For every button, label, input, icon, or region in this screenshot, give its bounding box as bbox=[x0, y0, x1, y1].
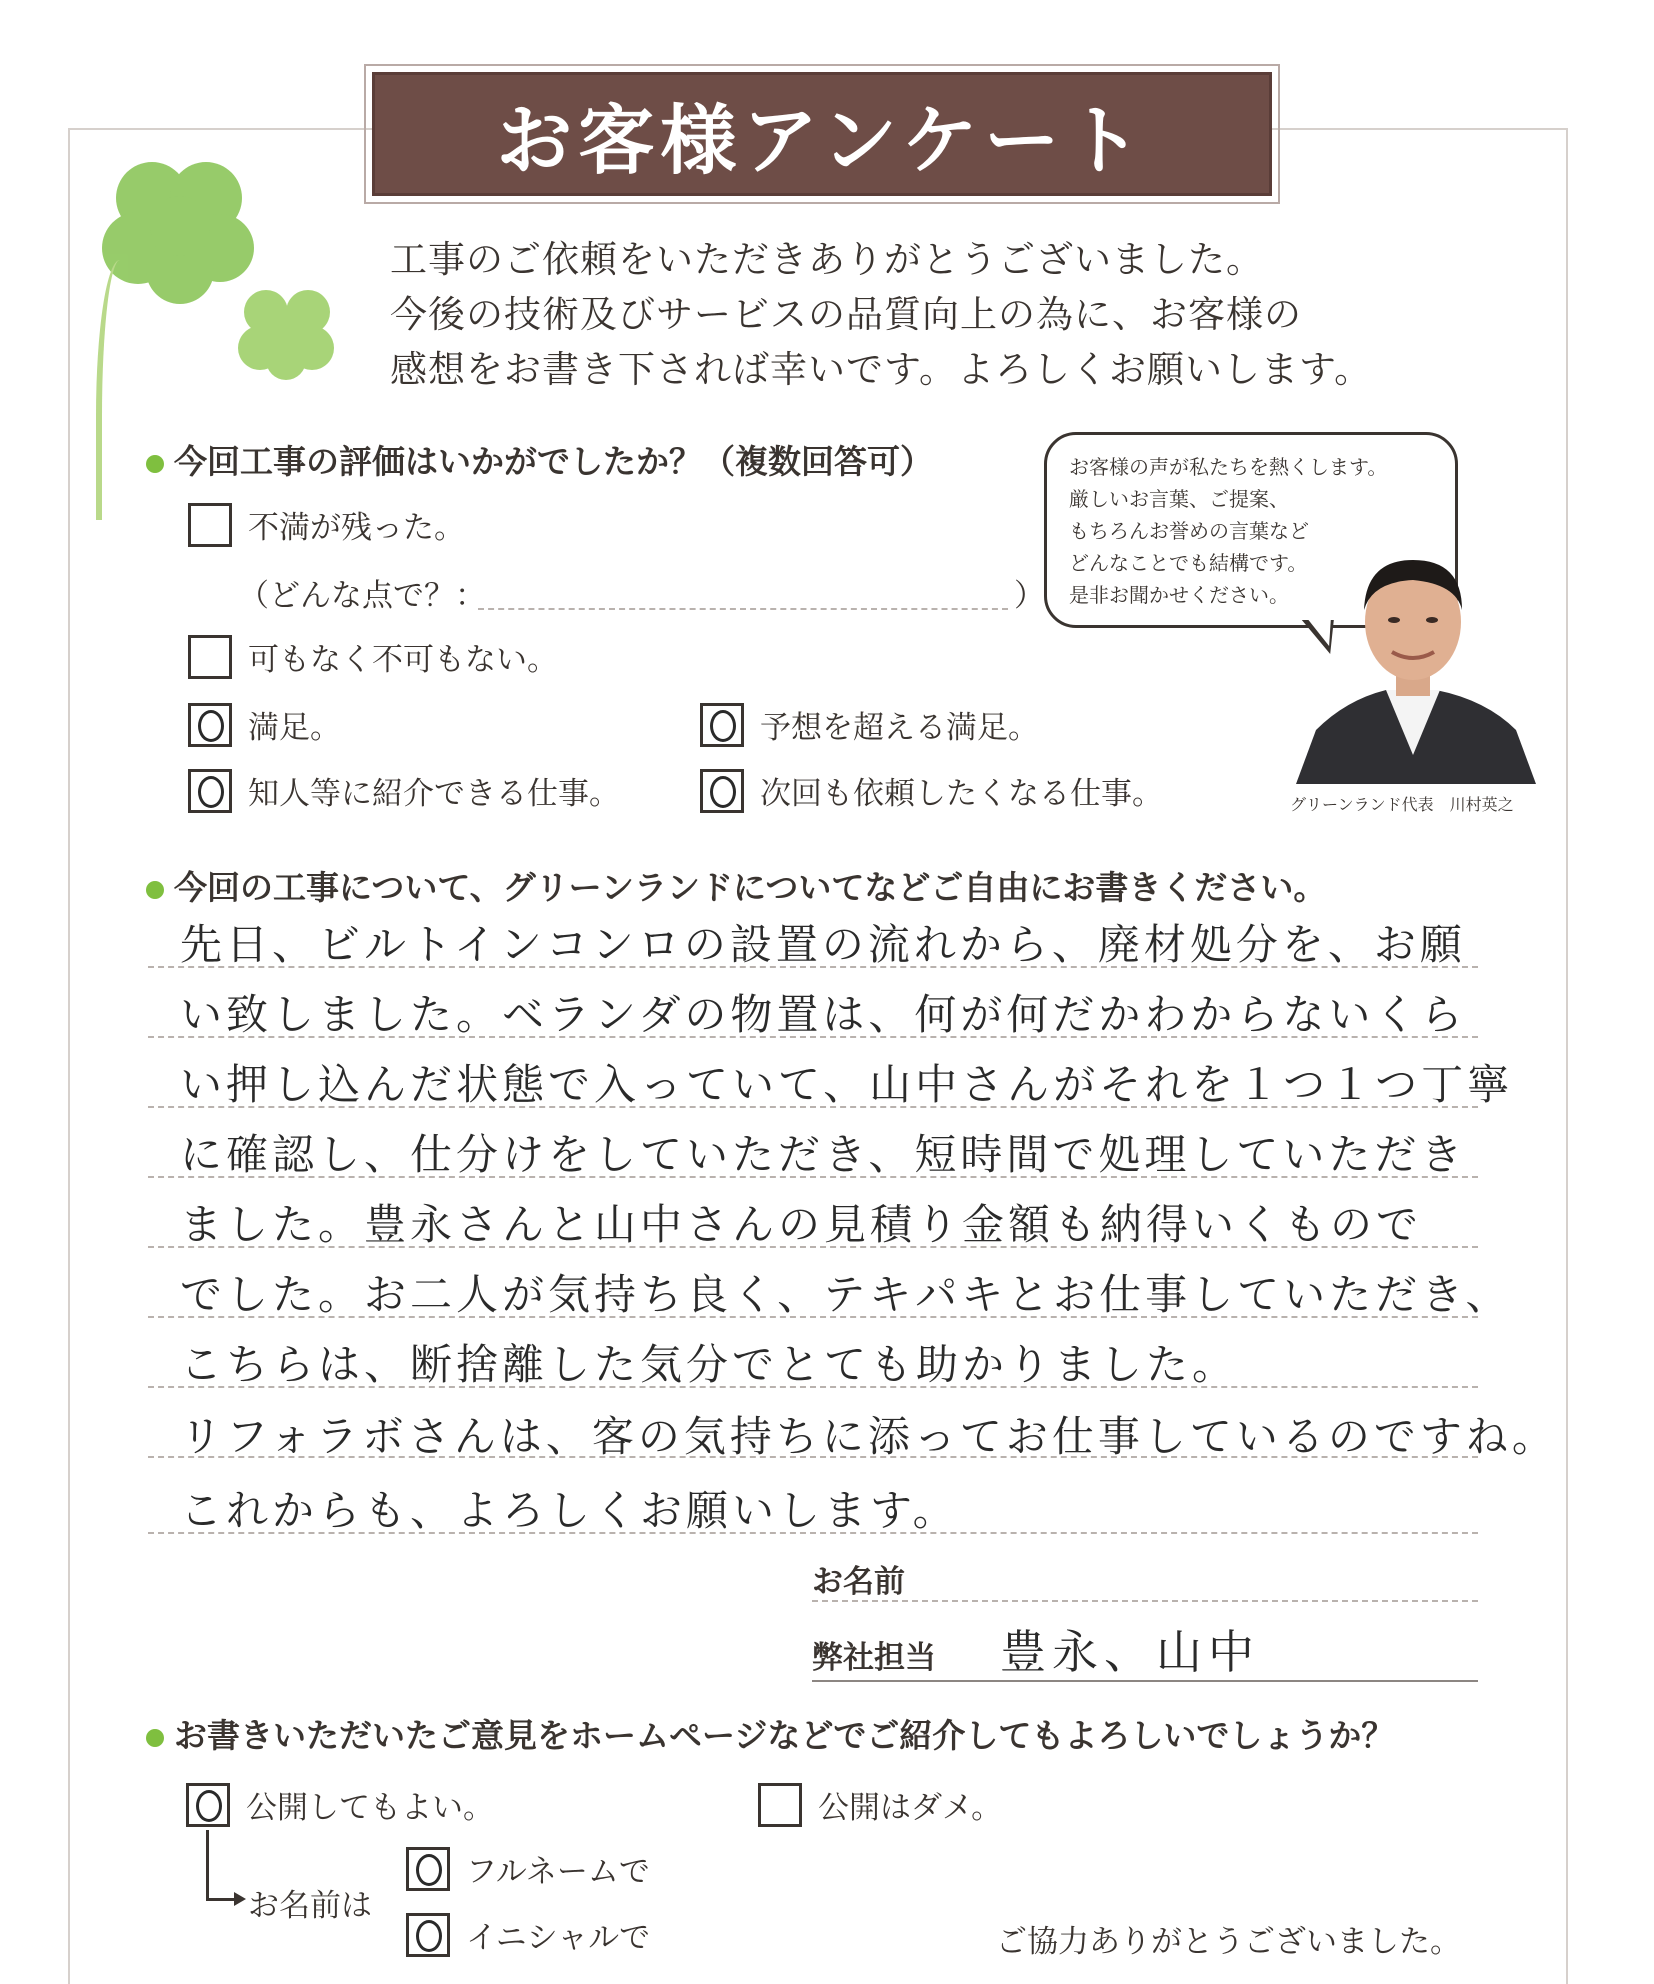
circle-mark-icon bbox=[198, 776, 224, 808]
close-paren: ） bbox=[1014, 578, 1045, 614]
handwritten-line: に確認し、仕分けをしていただき、短時間で処理していただき bbox=[180, 1130, 1467, 1179]
circle-mark-icon bbox=[416, 1920, 442, 1952]
option-fullname[interactable] bbox=[406, 1846, 650, 1891]
intro-line: 今後の技術及びサービスの品質向上の為に、お客様の bbox=[390, 293, 1302, 336]
option-initial[interactable] bbox=[406, 1912, 650, 1957]
portrait-caption: グリーンランド代表 川村英之 bbox=[1290, 795, 1514, 814]
staff-value: 豊永、山中 bbox=[1000, 1625, 1260, 1679]
checkbox-public-ng[interactable] bbox=[758, 1783, 802, 1827]
option-public-ng[interactable] bbox=[758, 1782, 1002, 1827]
checkbox-dissatisfied[interactable] bbox=[188, 503, 232, 547]
checkbox-fullname[interactable] bbox=[406, 1847, 450, 1891]
name-field[interactable] bbox=[812, 1600, 1478, 1602]
title-banner bbox=[372, 72, 1272, 196]
handwritten-line: 先日、ビルトインコンロの設置の流れから、廃材処分を、お願 bbox=[180, 920, 1466, 969]
handwritten-line: リフォラボさんは、客の気持ちに添ってお仕事しているのですね。 bbox=[180, 1412, 1558, 1461]
bubble-line: 是非お聞かせください。 bbox=[1069, 583, 1289, 607]
checkbox-neutral[interactable] bbox=[188, 635, 232, 679]
option-request-again[interactable] bbox=[700, 768, 1163, 813]
circle-mark-icon bbox=[198, 710, 224, 742]
thanks-text: ご協力ありがとうございました。 bbox=[996, 1924, 1461, 1960]
option-neutral[interactable] bbox=[188, 634, 558, 679]
ceo-portrait bbox=[1286, 540, 1540, 784]
which-point-label: （どんな点で？： bbox=[238, 578, 486, 614]
name-label: お名前 bbox=[812, 1564, 905, 1600]
bubble-line: どんなことでも結構です。 bbox=[1069, 551, 1308, 575]
handwritten-line: い押し込んだ状態で入っていて、山中さんがそれを１つ１つ丁寧 bbox=[180, 1060, 1514, 1109]
intro-line: 工事のご依頼をいただきありがとうございました。 bbox=[390, 238, 1264, 281]
small-clover-icon bbox=[228, 282, 348, 394]
option-label: 公開はダメ。 bbox=[818, 1790, 1003, 1826]
option-label: 不満が残った。 bbox=[248, 510, 465, 546]
q2-heading bbox=[146, 862, 1326, 909]
q2-heading-text: 今回の工事について、グリーンランドについてなどご自由にお書きください。 bbox=[174, 868, 1327, 907]
checkbox-public-ok[interactable] bbox=[186, 1783, 230, 1827]
checkbox-recommend[interactable] bbox=[188, 769, 232, 813]
checkbox-exceeded[interactable] bbox=[700, 703, 744, 747]
name-is-label: お名前は bbox=[248, 1888, 372, 1924]
bubble-line: もちろんお誉めの言葉など bbox=[1069, 519, 1309, 543]
circle-mark-icon bbox=[710, 710, 736, 742]
staff-label: 弊社担当 bbox=[812, 1640, 936, 1676]
option-exceeded[interactable] bbox=[700, 702, 1039, 747]
option-label: 満足。 bbox=[248, 710, 341, 746]
handwritten-line: こちらは、断捨離した気分でとても助かりました。 bbox=[180, 1340, 1239, 1389]
arrow-line bbox=[206, 1898, 236, 1901]
q3-heading bbox=[146, 1710, 1394, 1757]
bubble-line: お客様の声が私たちを熱くします。 bbox=[1069, 455, 1388, 479]
bullet-dot-icon bbox=[146, 455, 164, 473]
circle-mark-icon bbox=[196, 1790, 222, 1822]
which-point-field[interactable] bbox=[478, 608, 1008, 610]
checkbox-satisfied[interactable] bbox=[188, 703, 232, 747]
bullet-dot-icon bbox=[146, 881, 164, 899]
checkbox-request-again[interactable] bbox=[700, 769, 744, 813]
which-point-row bbox=[238, 570, 486, 615]
which-point-close bbox=[1014, 570, 1045, 615]
arrow-right-icon bbox=[234, 1892, 246, 1906]
option-satisfied[interactable] bbox=[188, 702, 341, 747]
q1-heading-text: 今回工事の評価はいかがでしたか？（複数回答可） bbox=[174, 442, 933, 481]
option-label: フルネームで bbox=[466, 1854, 650, 1890]
option-label: 公開してもよい。 bbox=[246, 1790, 494, 1826]
option-label: 知人等に紹介できる仕事。 bbox=[248, 776, 620, 812]
option-label: 可もなく不可もない。 bbox=[248, 642, 558, 678]
q1-heading bbox=[146, 436, 933, 483]
page-title: お客様アンケート bbox=[496, 95, 1148, 185]
name-is-label-row bbox=[248, 1880, 372, 1925]
bubble-line: 厳しいお言葉、ご提案、 bbox=[1069, 487, 1289, 511]
option-label: イニシャルで bbox=[466, 1920, 651, 1956]
option-label: 予想を超える満足。 bbox=[760, 710, 1039, 746]
handwritten-line: い致しました。ベランダの物置は、何が何だかわからないくら bbox=[180, 990, 1467, 1039]
circle-mark-icon bbox=[710, 776, 736, 808]
handwritten-line: でした。お二人が気持ち良く、テキパキとお仕事していただき、 bbox=[180, 1270, 1512, 1319]
option-recommend[interactable] bbox=[188, 768, 620, 813]
handwritten-line: ました。豊永さんと山中さんの見積り金額も納得いくもので bbox=[180, 1200, 1423, 1249]
staff-field[interactable] bbox=[812, 1680, 1478, 1682]
arrow-line bbox=[206, 1830, 209, 1900]
intro-line: 感想をお書き下されば幸いです。よろしくお願いします。 bbox=[390, 348, 1373, 391]
option-label: 次回も依頼したくなる仕事。 bbox=[760, 776, 1163, 812]
circle-mark-icon bbox=[416, 1854, 442, 1886]
q3-heading-text: お書きいただいたご意見をホームページなどでご紹介してもよろしいでしょうか？ bbox=[174, 1716, 1395, 1755]
option-dissatisfied[interactable] bbox=[188, 502, 465, 547]
intro-text bbox=[390, 232, 1372, 397]
handwritten-line: これからも、よろしくお願いします。 bbox=[180, 1486, 959, 1535]
option-public-ok[interactable] bbox=[186, 1782, 494, 1827]
bullet-dot-icon bbox=[146, 1729, 164, 1747]
checkbox-initial[interactable] bbox=[406, 1913, 450, 1957]
